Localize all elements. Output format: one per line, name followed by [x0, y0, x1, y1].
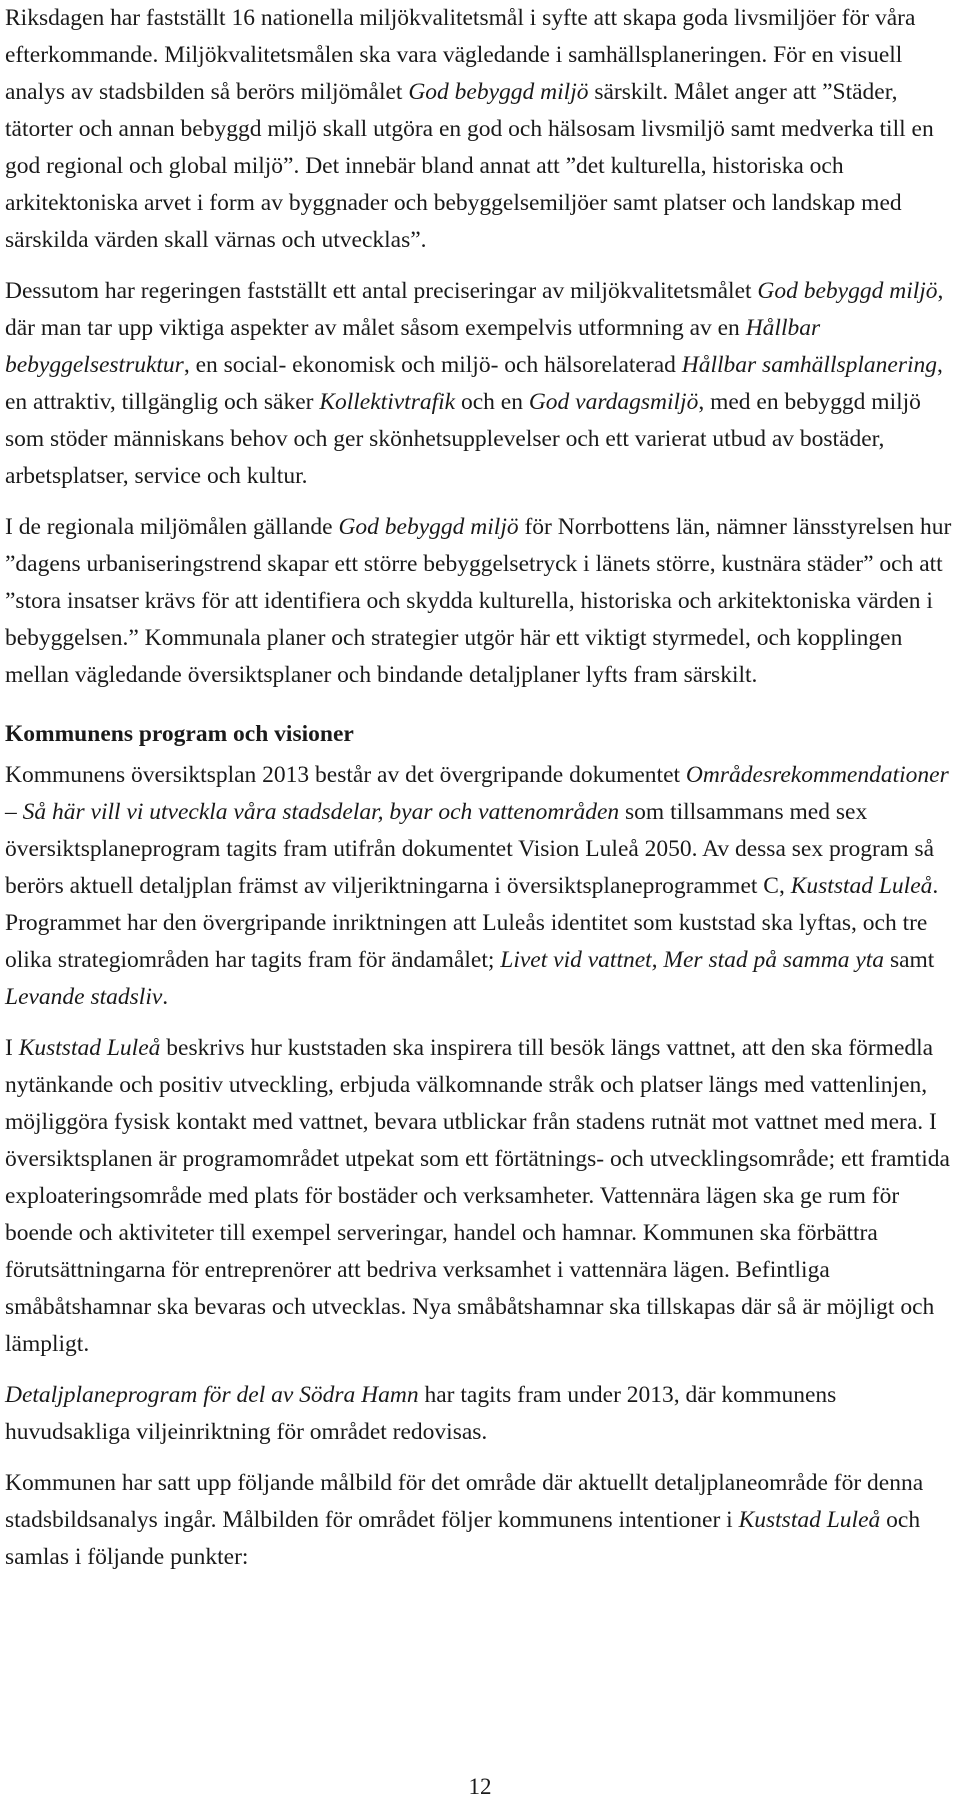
page-number: 12 [468, 1774, 492, 1799]
document-body [5, 0, 957, 1590]
section-heading: Kommunens program och visioner [5, 721, 354, 747]
text: och en [455, 389, 529, 415]
text: , en social- ekonomisk och miljö- och hälsorelaterad [183, 352, 682, 378]
emphasis: Detaljplaneprogram för del av Södra Hamn [5, 1382, 419, 1408]
text: I [5, 1035, 19, 1061]
text: särskilt. Målet anger att ”Städer, tätorter och annan bebyggd miljö skall utgöra en god och hälsosam livsmiljö samt medverka till en god regional och global miljö”. Det innebär bland annat att ”det kulturella, historiska och arkitektoniska arvet i form av byggnader och bebyggelsemiljöer samt platser och landskap med särskilda värden skall värnas och utvecklas”. [5, 79, 934, 253]
text: Dessutom har regeringen fastställt ett antal preciseringar av miljökvalitetsmålet [5, 278, 758, 304]
text: har tagits fram under 2013, där kommunens huvudsakliga viljeinriktning för området redovisas. [5, 1382, 837, 1445]
emphasis: God vardagsmiljö [528, 389, 699, 415]
text: och samlas i följande punkter: [5, 1507, 921, 1570]
emphasis: Områdesrekommendationer – Så här vill vi utveckla våra stadsdelar, byar och vattenområden [5, 762, 949, 825]
paragraph-regionala-miljomal [5, 509, 957, 694]
text: beskrivs hur kuststaden ska inspirera till besök längs vattnet, att den ska förmedla nytänkande och positiv utveckling, erbjuda välkomnande stråk och platser längs med vattenlinjen, möjliggöra fysisk kontakt med vattnet, bevara utblickar från stadens rutnät mot vattnet med mera. I översiktsplanen är programområdet utpekat som ett förtätnings- och utvecklingsområde; ett framtida exploateringsområde med plats för bostäder och verksamheter. Vattennära lägen ska ge rum för boende och aktiviteter till exempel serveringar, handel och hamnar. Kommunen ska förbättra förutsättningarna för entreprenörer att bedriva verksamhet i vattennära lägen. Befintliga småbåtshamnar ska bevaras och utvecklas. Nya småbåtshamnar ska tillskapas där så är möjligt och lämpligt. [5, 1035, 950, 1357]
emphasis: Kuststad Luleå [790, 873, 933, 899]
emphasis: God bebyggd miljö [757, 278, 938, 304]
text: Kommunens översiktsplan 2013 består av det övergripande dokumentet [5, 762, 686, 788]
emphasis: Levande stadsliv [5, 984, 163, 1010]
emphasis: Kuststad Luleå [738, 1507, 881, 1533]
text: som tillsammans med sex översiktsplaneprogram tagits fram utifrån dokumentet Vision Luleå 2050. Av dessa sex program så berörs aktuell detaljplan främst av viljeriktningarna i översiktsplaneprogrammet C, [5, 799, 935, 899]
text: , med en bebyggd miljö som stöder människans behov och ger skönhetsupplevelser och ett varierat utbud av bostäder, arbetsplatser, service och kultur. [5, 389, 921, 489]
text: . [162, 984, 169, 1010]
text: Riksdagen har fastställt 16 nationella miljökvalitetsmål i syfte att skapa goda livsmiljöer för våra efterkommande. Miljökvalitetsmålen ska vara vägledande i samhällsplaneringen. För en visuell analys av stadsbilden så berörs miljömålet [5, 5, 916, 105]
text: Kommunen har satt upp följande målbild för det område där aktuellt detaljplaneområde för denna stadsbildsanalys ingår. Målbilden för området följer kommunens intentioner i [5, 1470, 924, 1533]
text: , där man tar upp viktiga aspekter av målet såsom exempelvis utformning av en [5, 278, 944, 341]
text: . Programmet har den övergripande inriktningen att Luleås identitet som kuststad ska lyftas, och tre olika strategiområden har tagits fram för ändamålet; [5, 873, 939, 973]
paragraph-kuststad [5, 1030, 957, 1363]
emphasis: Kuststad Luleå [18, 1035, 161, 1061]
emphasis: Kollektivtrafik [319, 389, 456, 415]
paragraph-preciseringar [5, 273, 957, 495]
paragraph-miljokvalitetsmal [5, 0, 957, 259]
emphasis: God bebyggd miljö [408, 79, 589, 105]
text: I de regionala miljömålen gällande [5, 514, 339, 540]
paragraph-detaljplaneprogram [5, 1377, 957, 1451]
text: för Norrbottens län, nämner länsstyrelsen hur ”dagens urbaniseringstrend skapar ett större bebyggelsetryck i länets större, kustnära städer” och att ”stora insatser krävs för att identifiera och skydda kulturella, historiska och arkitektoniska värden i bebyggelsen.” Kommunala planer och strategier utgör här ett viktigt styrmedel, och kopplingen mellan vägledande översiktsplaner och bindande detaljplaner lyfts fram särskilt. [5, 514, 952, 688]
emphasis: Hållbar bebyggelsestruktur [5, 315, 821, 378]
text: , en attraktiv, tillgänglig och säker [5, 352, 943, 415]
paragraph-malbild [5, 1465, 957, 1576]
emphasis: Hållbar samhällsplanering [681, 352, 938, 378]
emphasis: Livet vid vattnet, Mer stad på samma yta [500, 947, 885, 973]
emphasis: God bebyggd miljö [338, 514, 519, 540]
paragraph-oversiktsplan [5, 757, 957, 1016]
text: samt [884, 947, 935, 973]
